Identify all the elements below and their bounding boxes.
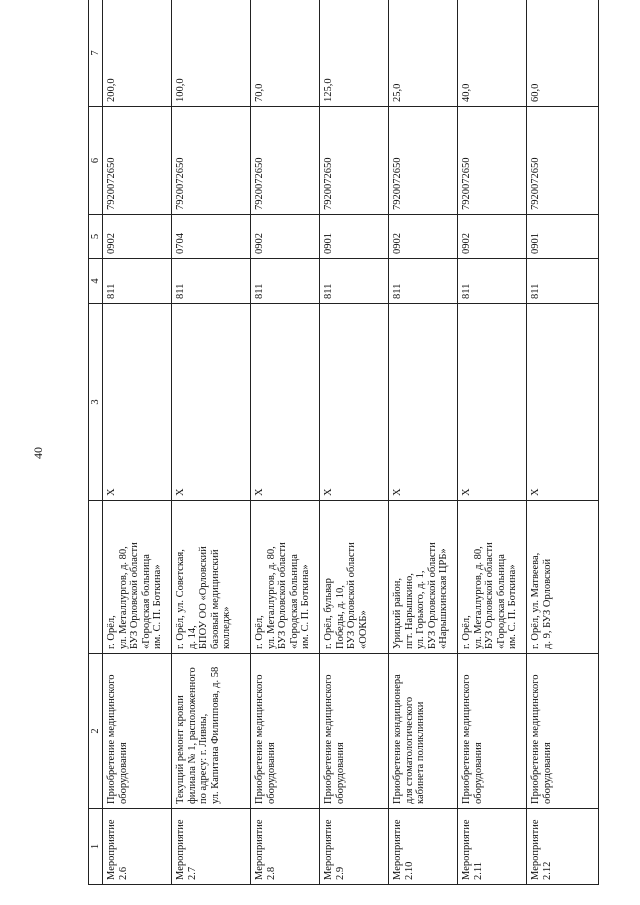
description-cell: Приобретение медицинского оборудования xyxy=(458,654,527,809)
header-cell: 6 xyxy=(89,107,103,215)
table-row xyxy=(458,0,527,885)
table-row xyxy=(103,0,172,885)
rotated-table-container xyxy=(88,0,610,885)
header-cell: 2 xyxy=(89,654,103,809)
event-cell: Мероприятие 2.10 xyxy=(389,809,458,885)
mark-cell: Х xyxy=(103,304,172,501)
event-cell: Мероприятие 2.12 xyxy=(527,809,599,885)
section-code-cell: 0902 xyxy=(389,215,458,259)
table-row xyxy=(320,0,389,885)
section-code-cell: 0902 xyxy=(251,215,320,259)
amount-cell: 100,0 xyxy=(172,0,251,107)
header-cell: 3 xyxy=(89,304,103,501)
mark-cell: Х xyxy=(251,304,320,501)
section-code-cell: 0704 xyxy=(172,215,251,259)
amount-cell: 40,0 xyxy=(458,0,527,107)
description-cell: Приобретение кондиционера для стоматологического кабинета поликлиники xyxy=(389,654,458,809)
code-cell: 811 xyxy=(251,259,320,304)
description-cell: Текущий ремонт кровли филиала № 1, расположенного по адресу: г. Ливны, ул. Капитана Филиппова, д. 58 xyxy=(172,654,251,809)
header-cell: 5 xyxy=(89,215,103,259)
description-cell: Приобретение медицинского оборудования xyxy=(251,654,320,809)
mark-cell: Х xyxy=(320,304,389,501)
address-cell: Урицкий район, пгт. Нарышкино, ул. Горького, д. 1, БУЗ Орловской области «Нарышкинская ЦРБ» xyxy=(389,501,458,654)
code-cell: 811 xyxy=(172,259,251,304)
address-cell: г. Орёл, ул. Матвеева, д. 9, БУЗ Орловской xyxy=(527,501,599,654)
event-cell: Мероприятие 2.6 xyxy=(103,809,172,885)
page-number: 40 xyxy=(31,447,45,459)
address-cell: г. Орёл, ул. Советская, д. 14, БПОУ ОО «Орловский базовый медицинский колледж» xyxy=(172,501,251,654)
table-row xyxy=(389,0,458,885)
table-header-row xyxy=(89,0,103,885)
budget-table xyxy=(88,0,599,885)
target-article-cell: 7920072650 xyxy=(172,107,251,215)
table-row xyxy=(251,0,320,885)
description-cell: Приобретение медицинского оборудования xyxy=(527,654,599,809)
header-cell: 4 xyxy=(89,259,103,304)
event-cell: Мероприятие 2.9 xyxy=(320,809,389,885)
description-cell: Приобретение медицинского оборудования xyxy=(103,654,172,809)
target-article-cell: 7920072650 xyxy=(320,107,389,215)
address-cell: г. Орёл, ул. Металлургов, д. 80, БУЗ Орловской области «Городская больница им. С. П. Боткина» xyxy=(103,501,172,654)
amount-cell: 125,0 xyxy=(320,0,389,107)
amount-cell: 25,0 xyxy=(389,0,458,107)
target-article-cell: 7920072650 xyxy=(458,107,527,215)
table-row xyxy=(172,0,251,885)
mark-cell: Х xyxy=(389,304,458,501)
mark-cell: Х xyxy=(172,304,251,501)
code-cell: 811 xyxy=(103,259,172,304)
mark-cell: Х xyxy=(458,304,527,501)
code-cell: 811 xyxy=(458,259,527,304)
section-code-cell: 0901 xyxy=(320,215,389,259)
event-cell: Мероприятие 2.11 xyxy=(458,809,527,885)
event-cell: Мероприятие 2.7 xyxy=(172,809,251,885)
description-cell: Приобретение медицинского оборудования xyxy=(320,654,389,809)
section-code-cell: 0902 xyxy=(103,215,172,259)
amount-cell: 60,0 xyxy=(527,0,599,107)
target-article-cell: 7920072650 xyxy=(251,107,320,215)
section-code-cell: 0902 xyxy=(458,215,527,259)
code-cell: 811 xyxy=(320,259,389,304)
amount-cell: 200,0 xyxy=(103,0,172,107)
header-cell xyxy=(89,501,103,654)
section-code-cell: 0901 xyxy=(527,215,599,259)
target-article-cell: 7920072650 xyxy=(527,107,599,215)
amount-cell: 70,0 xyxy=(251,0,320,107)
address-cell: г. Орёл, ул. Металлургов, д. 80, БУЗ Орловской области «Городская больница им. С. П. Боткина» xyxy=(458,501,527,654)
code-cell: 811 xyxy=(389,259,458,304)
target-article-cell: 7920072650 xyxy=(103,107,172,215)
address-cell: г. Орёл, ул. Металлургов, д. 80, БУЗ Орловской области «Городская больница им. С. П. Боткина» xyxy=(251,501,320,654)
target-article-cell: 7920072650 xyxy=(389,107,458,215)
event-cell: Мероприятие 2.8 xyxy=(251,809,320,885)
code-cell: 811 xyxy=(527,259,599,304)
mark-cell: Х xyxy=(527,304,599,501)
address-cell: г. Орёл, бульвар Победы, д. 10, БУЗ Орловской области «ООКБ» xyxy=(320,501,389,654)
header-cell: 1 xyxy=(89,809,103,885)
table-row xyxy=(527,0,599,885)
header-cell: 7 xyxy=(89,0,103,107)
